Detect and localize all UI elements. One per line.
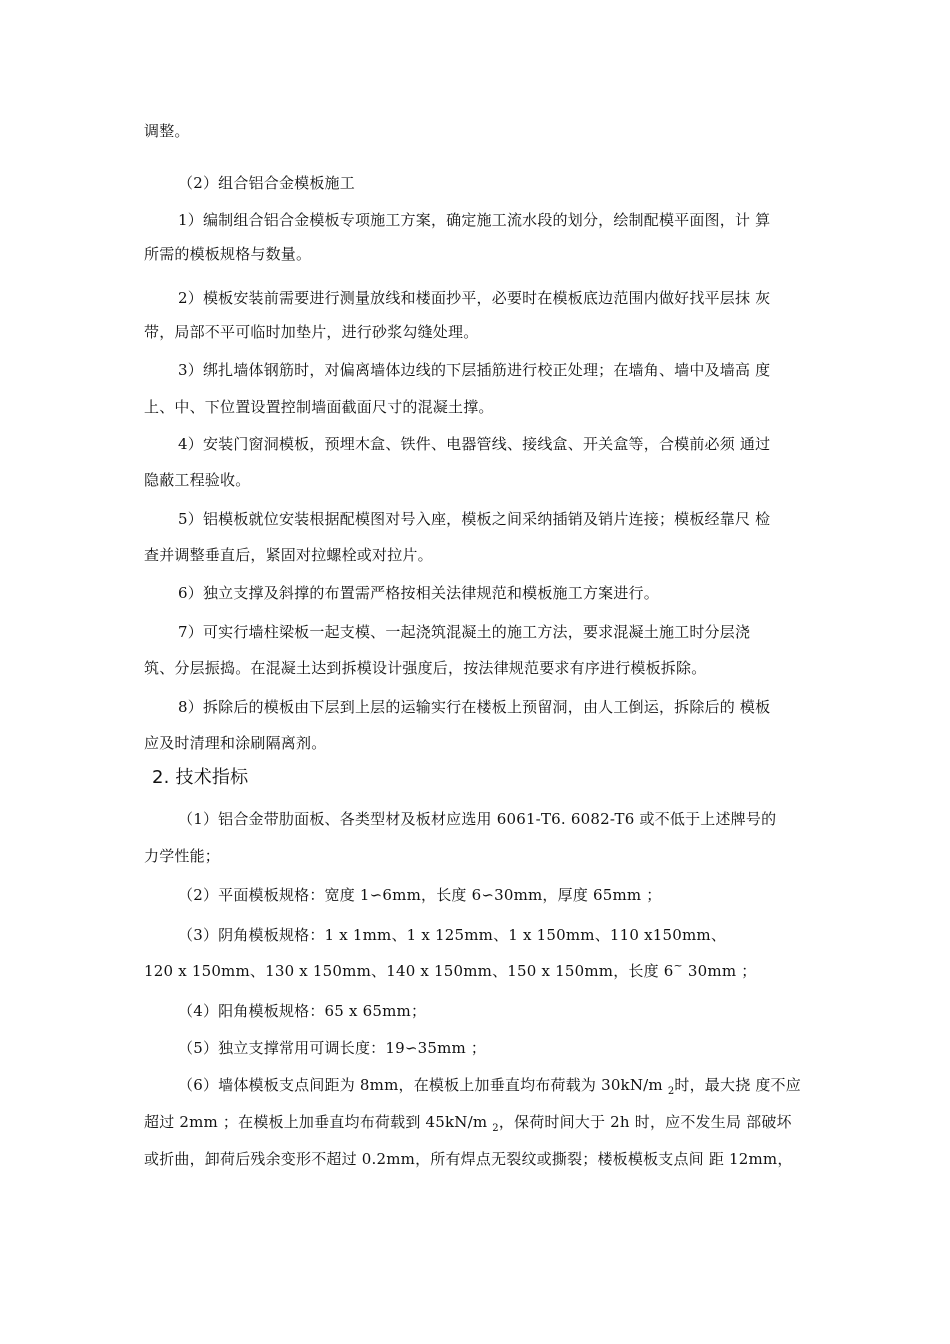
text-line bbox=[178, 1075, 801, 1098]
text-line: （5）独立支撑常用可调长度：19∽35mm ； bbox=[178, 1039, 487, 1057]
text-line: 或折曲，卸荷后残余变形不超过 0.2mm，所有焊点无裂纹或撕裂；楼板模板支点间 距 12mm， bbox=[144, 1150, 793, 1168]
text-line: 2）模板安装前需要进行测量放线和楼面抄平，必要时在模板底边范围内做好找平层抹 灰 bbox=[178, 289, 771, 307]
text-line: 所需的模板规格与数量。 bbox=[144, 245, 312, 263]
text-segment: 时，最大挠 度不应 bbox=[674, 1076, 801, 1094]
text-line: 3）绑扎墙体钢筋时，对偏离墙体边线的下层插筋进行校正处理；在墙角、墙中及墙高 度 bbox=[178, 361, 771, 379]
text-line: 4）安装门窗洞模板，预埋木盒、铁件、电器管线、接线盒、开关盒等，合模前必须 通过 bbox=[178, 435, 771, 453]
text-segment: 超过 2mm ；在模板上加垂直均布荷载到 45kN/m bbox=[144, 1113, 493, 1131]
text-line: 查并调整垂直后，紧固对拉螺栓或对拉片。 bbox=[144, 546, 433, 564]
text-line: 7）可实行墙柱梁板一起支模、一起浇筑混凝土的施工方法，要求混凝土施工时分层浇 bbox=[178, 623, 751, 641]
text-segment: ，保荷时间大于 2h 时，应不发生局 部破坏 bbox=[498, 1113, 792, 1131]
text-segment: （6）墙体模板支点间距为 8mm，在模板上加垂直均布荷载为 30kN/m bbox=[178, 1076, 668, 1094]
text-line: （3）阴角模板规格：1 x 1mm、1 x 125mm、1 x 150mm、110 x150mm、 bbox=[178, 926, 727, 944]
subscript: 2 bbox=[492, 1123, 499, 1134]
text-line: 力学性能； bbox=[144, 847, 221, 865]
text-line: 带，局部不平可临时加垫片，进行砂浆勾缝处理。 bbox=[144, 323, 479, 341]
section-heading: 2. 技术指标 bbox=[152, 767, 249, 788]
text-line: 应及时清理和涂刷隔离剂。 bbox=[144, 734, 327, 752]
text-line: 隐蔽工程验收。 bbox=[144, 471, 251, 489]
text-line: 6）独立支撑及斜撑的布置需严格按相关法律规范和模板施工方案进行。 bbox=[178, 584, 659, 602]
text-line: 筑、分层振捣。在混凝土达到拆模设计强度后，按法律规范要求有序进行模板拆除。 bbox=[144, 659, 707, 677]
subscript: 2 bbox=[667, 1086, 675, 1097]
text-segment: 30mm ； bbox=[682, 962, 757, 980]
text-line: （2）平面模板规格：宽度 1∽6mm，长度 6∽30mm，厚度 65mm ； bbox=[178, 886, 662, 904]
tilde-mark: ~ bbox=[673, 959, 683, 972]
text-line: （4）阳角模板规格：65 x 65mm； bbox=[178, 1002, 427, 1020]
text-line: 1）编制组合铝合金模板专项施工方案，确定施工流水段的划分，绘制配模平面图，计 算 bbox=[178, 211, 771, 229]
text-line: 8）拆除后的模板由下层到上层的运输实行在楼板上预留洞，由人工倒运，拆除后的 模板 bbox=[178, 698, 771, 716]
text-line: 5）铝模板就位安装根据配模图对号入座，模板之间采纳插销及销片连接；模板经靠尺 检 bbox=[178, 510, 771, 528]
text-line bbox=[144, 961, 756, 983]
text-line: 调整。 bbox=[144, 122, 190, 140]
text-line: 上、中、下位置设置控制墙面截面尺寸的混凝土撑。 bbox=[144, 398, 494, 416]
section-subheading: （2）组合铝合金模板施工 bbox=[178, 174, 355, 192]
text-segment: 120 x 150mm、130 x 150mm、140 x 150mm、150 x 150mm，长度 6 bbox=[144, 962, 674, 980]
text-line: （1）铝合金带肋面板、各类型材及板材应选用 6061-T6. 6082-T6 或不低于上述牌号的 bbox=[178, 810, 777, 828]
text-line bbox=[144, 1112, 792, 1135]
